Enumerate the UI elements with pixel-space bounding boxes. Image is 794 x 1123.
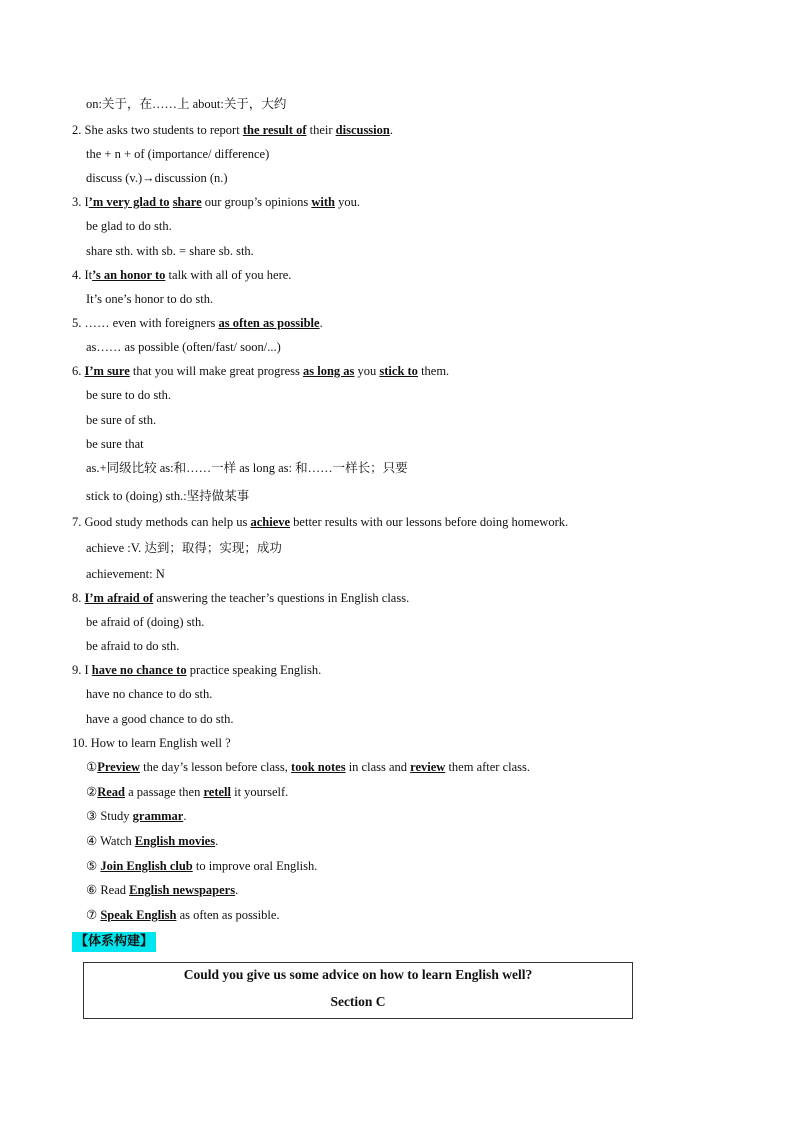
text-run: achieve :V. 达到；取得；实现；成功 bbox=[86, 541, 282, 555]
text-run: be afraid to do sth. bbox=[86, 639, 180, 653]
text-run: a passage then bbox=[125, 785, 204, 799]
note-line bbox=[86, 638, 179, 654]
key-phrase: discussion bbox=[335, 123, 390, 137]
key-phrase: Preview bbox=[97, 760, 141, 774]
key-phrase: I’m afraid of bbox=[84, 591, 154, 605]
text-run: . bbox=[389, 123, 393, 137]
key-phrase: review bbox=[410, 760, 446, 774]
note-line bbox=[86, 243, 254, 259]
key-phrase: Read bbox=[97, 785, 125, 799]
note-line bbox=[86, 488, 249, 504]
numbered-item bbox=[72, 315, 323, 331]
numbered-item bbox=[72, 514, 568, 530]
numbered-item bbox=[72, 194, 360, 210]
text-run: 6. bbox=[72, 364, 85, 378]
note-line bbox=[86, 566, 165, 582]
note-line bbox=[86, 460, 408, 476]
text-run: It’s one’s honor to do sth. bbox=[86, 292, 214, 306]
text-run: ② bbox=[86, 785, 98, 799]
text-run: be glad to do sth. bbox=[86, 219, 172, 233]
text-run: ⑦ bbox=[86, 908, 101, 922]
text-run: be sure of sth. bbox=[86, 413, 157, 427]
numbered-item bbox=[72, 662, 321, 678]
summary-question: Could you give us some advice on how to learn English well? bbox=[183, 967, 533, 982]
key-phrase: with bbox=[311, 195, 335, 209]
text-run: ⑥ Read bbox=[86, 883, 130, 897]
text-run: 9. I bbox=[72, 663, 92, 677]
key-phrase: as often as possible bbox=[218, 316, 320, 330]
key-phrase: Join English club bbox=[100, 859, 193, 873]
text-run: 2. She asks two students to report bbox=[72, 123, 243, 137]
text-run: 5. …… even with foreigners bbox=[72, 316, 219, 330]
text-run: talk with all of you here. bbox=[165, 268, 292, 282]
summary-section: Section C bbox=[330, 994, 386, 1009]
key-phrase: ’s an honor to bbox=[92, 268, 166, 282]
text-run: have a good chance to do sth. bbox=[86, 712, 234, 726]
text-run: them. bbox=[417, 364, 450, 378]
note-line bbox=[86, 686, 212, 702]
summary-box bbox=[83, 962, 633, 1019]
key-phrase: grammar bbox=[132, 809, 184, 823]
text-run: the + n + of (importance/ difference) bbox=[86, 147, 270, 161]
text-run: discuss (v.)→discussion (n.) bbox=[86, 171, 228, 185]
text-run: be sure to do sth. bbox=[86, 388, 172, 402]
key-phrase: took notes bbox=[291, 760, 346, 774]
note-line bbox=[86, 759, 530, 775]
text-run: ③ Study bbox=[86, 809, 133, 823]
text-run: 4. It bbox=[72, 268, 93, 282]
key-phrase: as long as bbox=[302, 364, 355, 378]
text-run: practice speaking English. bbox=[186, 663, 322, 677]
note-line bbox=[86, 339, 281, 355]
text-run: be sure that bbox=[86, 437, 144, 451]
note-line bbox=[86, 96, 286, 112]
text-run: share sth. with sb. = share sb. sth. bbox=[86, 244, 254, 258]
note-line bbox=[86, 291, 213, 307]
note-line bbox=[86, 387, 171, 403]
text-run: . bbox=[319, 316, 323, 330]
text-run: 3. I bbox=[72, 195, 89, 209]
note-line bbox=[86, 784, 288, 800]
text-run: . bbox=[235, 883, 239, 897]
text-run: stick to (doing) sth.:坚持做某事 bbox=[86, 489, 250, 503]
text-run: them after class. bbox=[445, 760, 531, 774]
numbered-item bbox=[72, 122, 393, 138]
note-line bbox=[86, 436, 144, 452]
note-line bbox=[86, 412, 156, 428]
note-line bbox=[86, 711, 234, 727]
text-run: ① bbox=[86, 760, 98, 774]
text-run: be afraid of (doing) sth. bbox=[86, 615, 205, 629]
note-line bbox=[86, 540, 282, 556]
key-phrase: English newspapers bbox=[129, 883, 236, 897]
note-line bbox=[86, 146, 269, 162]
key-phrase: Speak English bbox=[100, 908, 177, 922]
note-line bbox=[86, 858, 317, 874]
text-run: you. bbox=[334, 195, 360, 209]
text-run: on:关于，在……上 about:关于，大约 bbox=[86, 97, 287, 111]
numbered-item bbox=[72, 363, 449, 379]
text-run: that you will make great progress bbox=[129, 364, 303, 378]
key-phrase: have no chance to bbox=[91, 663, 187, 677]
note-line bbox=[86, 614, 204, 630]
text-run: to improve oral English. bbox=[192, 859, 318, 873]
text-run: ⑤ bbox=[86, 859, 101, 873]
text-run: as.+同级比较 as:和……一样 as long as: 和……一样长；只要 bbox=[86, 461, 408, 475]
text-run: the day’s lesson before class, bbox=[140, 760, 292, 774]
key-phrase: the result of bbox=[242, 123, 307, 137]
text-run: . bbox=[183, 809, 187, 823]
text-run: have no chance to do sth. bbox=[86, 687, 213, 701]
note-line bbox=[86, 170, 228, 186]
key-phrase: share bbox=[172, 195, 202, 209]
key-phrase: I’m sure bbox=[84, 364, 130, 378]
text-run: achievement: N bbox=[86, 567, 165, 581]
note-line bbox=[86, 218, 172, 234]
note-line bbox=[86, 907, 280, 923]
text-run: ④ Watch bbox=[86, 834, 135, 848]
note-line bbox=[86, 833, 218, 849]
key-phrase: retell bbox=[203, 785, 231, 799]
text-run: our group’s opinions bbox=[201, 195, 312, 209]
text-run: it yourself. bbox=[230, 785, 289, 799]
numbered-item bbox=[72, 735, 231, 751]
text-run: 7. Good study methods can help us bbox=[72, 515, 251, 529]
key-phrase: ’m very glad to bbox=[88, 195, 170, 209]
numbered-item bbox=[72, 267, 291, 283]
note-line bbox=[86, 882, 238, 898]
text-run: you bbox=[354, 364, 380, 378]
note-line bbox=[86, 808, 186, 824]
text-run: 8. bbox=[72, 591, 85, 605]
text-run: as often as possible. bbox=[176, 908, 280, 922]
key-phrase: achieve bbox=[250, 515, 291, 529]
key-phrase: stick to bbox=[379, 364, 418, 378]
key-phrase: English movies bbox=[134, 834, 216, 848]
section-header: 【体系构建】 bbox=[72, 932, 156, 952]
numbered-item bbox=[72, 590, 409, 606]
text-run: 10. How to learn English well ? bbox=[72, 736, 231, 750]
text-run: as…… as possible (often/fast/ soon/...) bbox=[86, 340, 281, 354]
text-run: . bbox=[215, 834, 219, 848]
text-run: their bbox=[306, 123, 336, 137]
text-run: in class and bbox=[345, 760, 411, 774]
text-run: better results with our lessons before doing homework. bbox=[290, 515, 569, 529]
text-run: answering the teacher’s questions in English class. bbox=[153, 591, 410, 605]
